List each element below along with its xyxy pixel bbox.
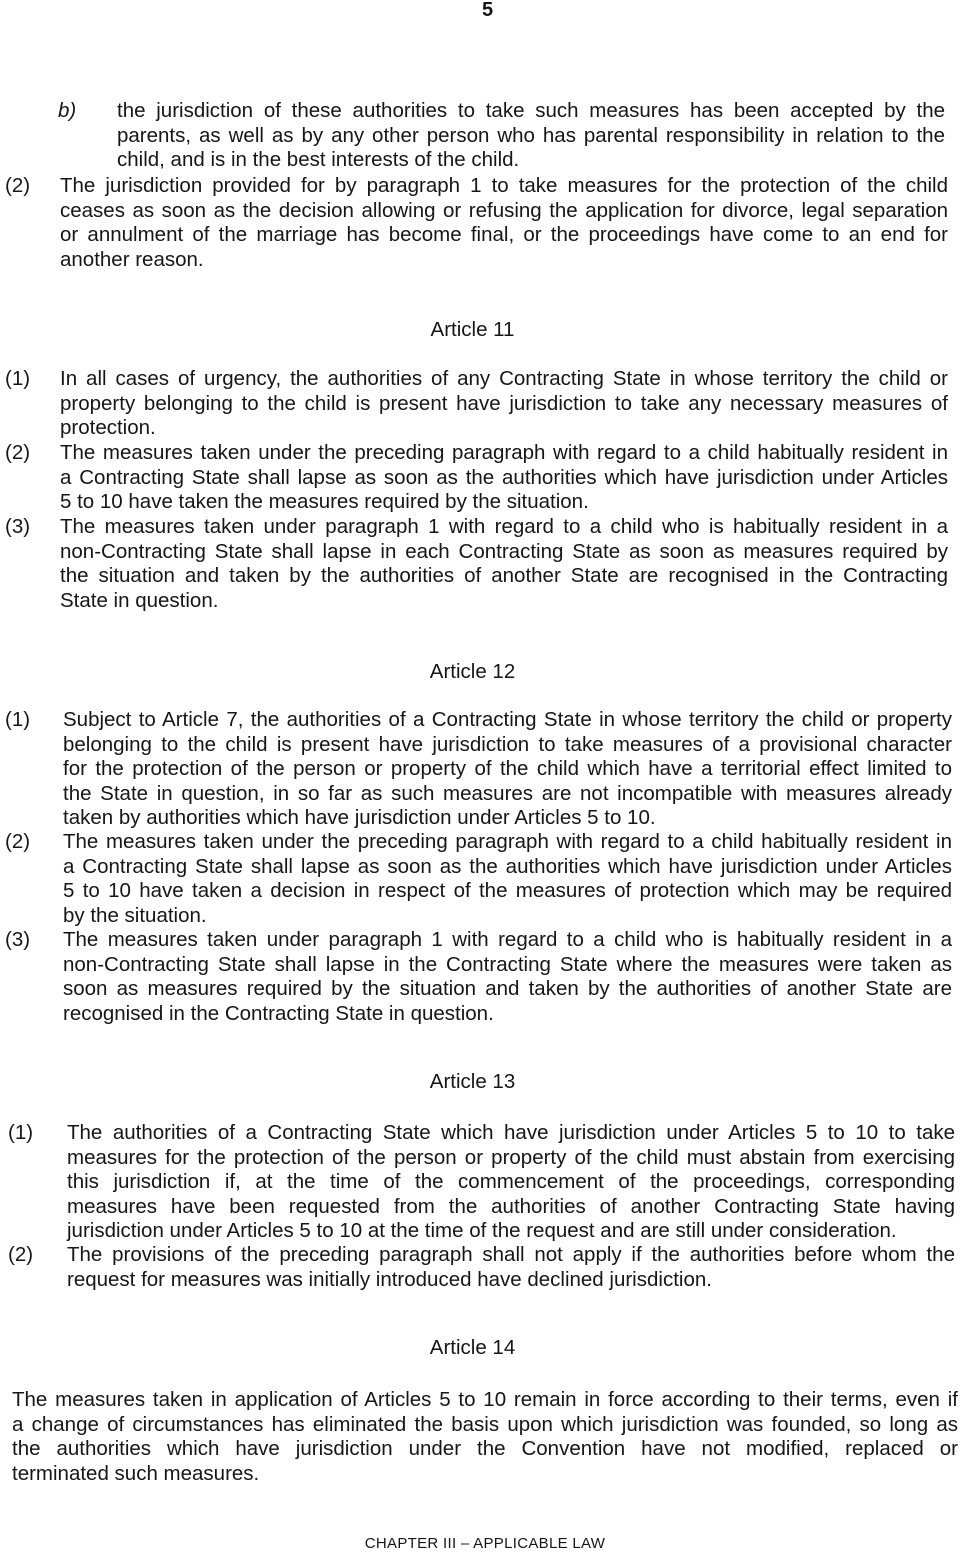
article-heading: Article 14: [429, 1336, 516, 1359]
paragraph-number: (2): [5, 174, 31, 197]
paragraph-number: (1): [5, 708, 31, 731]
paragraph-text: [60, 515, 948, 613]
paragraph-text: [63, 830, 952, 928]
text-line: The measures taken in application of Articles 5 to 10 remain in force according to their terms, even if: [12, 1388, 958, 1411]
text-line: recognised in the Contracting State in question.: [63, 1001, 494, 1025]
article-heading: Article 11: [430, 318, 515, 341]
text-line: measures have been requested from the authorities of another Contracting State having: [67, 1194, 955, 1218]
paragraph-text: [63, 708, 952, 831]
text-line: property belonging to the child is present have jurisdiction to take any necessary measures of: [60, 391, 948, 415]
text-line: by the situation.: [63, 903, 207, 927]
paragraph-text: [60, 174, 948, 272]
text-line: The measures taken under the preceding paragraph with regard to a child habitually resident in: [63, 830, 952, 853]
text-line: measures for the protection of the person or property of the child must abstain from exercising: [67, 1145, 955, 1169]
text-line: the jurisdiction of these authorities to take such measures has been accepted by the: [117, 99, 945, 122]
article-heading: Article 12: [429, 660, 516, 683]
text-line: another reason.: [60, 247, 204, 271]
text-line: The authorities of a Contracting State which have jurisdiction under Articles 5 to 10 to take: [67, 1121, 955, 1144]
text-line: non-Contracting State shall lapse in each Contracting State as soon as measures required by: [60, 539, 948, 563]
paragraph-number: (2): [5, 830, 31, 853]
text-line: terminated such measures.: [12, 1461, 260, 1485]
text-line: this jurisdiction if, at the time of the commencement of the proceedings, corresponding: [67, 1170, 955, 1194]
text-line: The provisions of the preceding paragraph shall not apply if the authorities before whom the: [67, 1243, 955, 1266]
text-line: parents, as well as by any other person who has parental responsibility in relation to the: [117, 123, 945, 147]
text-line: Subject to Article 7, the authorities of a Contracting State in whose territory the child or property: [63, 708, 952, 731]
paragraph-text: [67, 1243, 955, 1292]
text-line: a Contracting State shall lapse as soon as the authorities which have jurisdiction under Articles: [60, 465, 948, 489]
text-line: the situation and taken by the authorities of another State are recognised in the Contracting: [60, 564, 948, 588]
paragraph-number: (3): [5, 515, 31, 538]
paragraph-number: (2): [5, 441, 31, 464]
text-line: jurisdiction under Articles 5 to 10 at the time of the request and are still under consideration.: [67, 1219, 897, 1243]
text-line: non-Contracting State shall lapse in the Contracting State where the measures were taken as: [63, 952, 952, 976]
chapter-heading: CHAPTER III – APPLICABLE LAW: [364, 1535, 606, 1552]
text-line: In all cases of urgency, the authorities of any Contracting State in whose territory the child or: [60, 367, 948, 390]
paragraph-text: [60, 441, 948, 515]
paragraph-text: [63, 928, 952, 1026]
text-line: belonging to the child is present have jurisdiction to take measures of a provisional character: [63, 732, 952, 756]
article-heading: Article 13: [429, 1070, 516, 1093]
text-line: a change of circumstances has eliminated the basis upon which jurisdiction was founded, so long as: [12, 1412, 958, 1436]
text-line: 5 to 10 have taken a decision in respect of the measures of protection which may be required: [63, 879, 952, 903]
paragraph-number: (3): [5, 928, 31, 951]
text-line: soon as measures required by the situation and taken by the authorities of another State are: [63, 977, 952, 1001]
text-line: the authorities which have jurisdiction under the Convention have not modified, replaced or: [12, 1437, 958, 1461]
paragraph-text: [12, 1388, 958, 1486]
text-line: State in question.: [60, 588, 219, 612]
text-line: The measures taken under the preceding paragraph with regard to a child habitually resident in: [60, 441, 948, 464]
text-line: The measures taken under paragraph 1 with regard to a child who is habitually resident in a: [63, 928, 952, 951]
text-line: for the protection of the person or property of the child which have a territorial effect limited to: [63, 757, 952, 781]
paragraph-text: [117, 99, 945, 173]
paragraph-number: (1): [8, 1121, 34, 1144]
paragraph-text: [67, 1121, 955, 1244]
text-line: ceases as soon as the decision allowing or refusing the application for divorce, legal separation: [60, 198, 948, 222]
paragraph-text: [60, 367, 948, 441]
paragraph-number: (2): [8, 1243, 34, 1266]
text-line: The measures taken under paragraph 1 with regard to a child who is habitually resident in a: [60, 515, 948, 538]
text-line: protection.: [60, 416, 156, 440]
text-line: the State in question, in so far as such measures are not incompatible with measures already: [63, 781, 952, 805]
text-line: request for measures was initially introduced have declined jurisdiction.: [67, 1267, 712, 1291]
text-line: 5 to 10 have taken the measures required by the situation.: [60, 490, 589, 514]
text-line: a Contracting State shall lapse as soon as the authorities which have jurisdiction under Articles: [63, 854, 952, 878]
item-label: b): [58, 99, 77, 122]
text-line: The jurisdiction provided for by paragraph 1 to take measures for the protection of the child: [60, 174, 948, 197]
text-line: or annulment of the marriage has become final, or the proceedings have come to an end for: [60, 223, 948, 247]
text-line: child, and is in the best interests of the child.: [117, 148, 520, 172]
paragraph-number: (1): [5, 367, 31, 390]
page-number: 5: [482, 0, 494, 21]
text-line: taken by authorities which have jurisdiction under Articles 5 to 10.: [63, 806, 656, 830]
